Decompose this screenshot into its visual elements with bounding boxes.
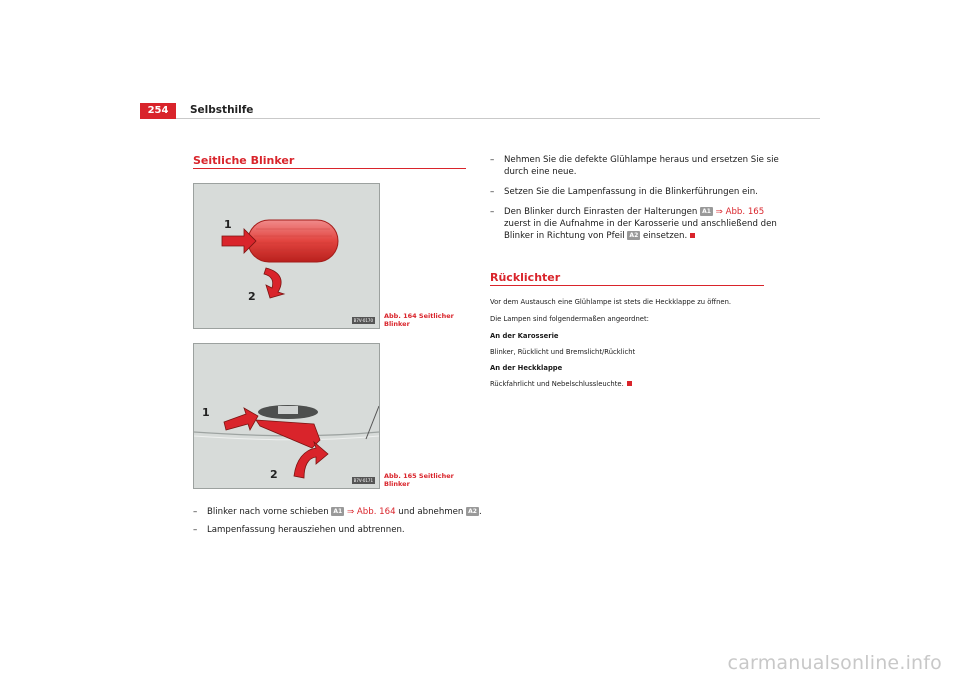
figure-reference-link[interactable]: ⇒ Abb. 164 <box>346 507 396 517</box>
rear-body-heading: An der Karosserie <box>490 332 559 340</box>
figure-165-caption <box>384 472 464 488</box>
rear-tailgate-heading: An der Heckklappe <box>490 364 563 372</box>
figure-164-label-2: 2 <box>248 290 256 303</box>
step-dash: – <box>490 187 495 197</box>
section-title-side-indicators: Seitliche Blinker <box>193 154 295 167</box>
figure-165-caption-line2: Blinker <box>384 480 410 488</box>
step-dash: – <box>490 155 495 165</box>
section-rule-right <box>490 285 764 286</box>
figure-165-illustration <box>194 344 379 488</box>
step-replace-bulb-line1: – Nehmen Sie die defekte Glühlampe heraus und ersetzen Sie sie <box>490 155 779 165</box>
figure-164-caption-line1: Abb. 164 Seitlicher <box>384 312 454 320</box>
badge-a2: A2 <box>629 232 639 239</box>
badge-a1: A1 <box>333 508 343 515</box>
step-refit-indicator-line2: zuerst in die Aufnahme in der Karosserie und anschließend den <box>504 219 777 229</box>
figure-164-caption <box>384 312 464 328</box>
figure-164-code: B7V-0170 <box>353 318 373 323</box>
badge-a2: A2 <box>468 508 477 515</box>
rear-body-lamps: Blinker, Rücklicht und Bremslicht/Rücklicht <box>490 348 636 356</box>
step-refit-indicator-line3: Blinker in Richtung von Pfeil A2 einsetzen. <box>504 230 695 242</box>
end-of-section-marker <box>627 381 632 386</box>
rear-tailgate-lamps: Rückfahrlicht und Nebelschlussleuchte. <box>490 380 632 389</box>
figure-164-illustration <box>194 184 379 328</box>
end-of-section-marker <box>690 233 695 238</box>
figure-165-label-1: 1 <box>202 406 210 419</box>
figure-165-code: B7V-0171 <box>353 478 373 483</box>
step-replace-bulb-line2: durch eine neue. <box>504 167 577 177</box>
rear-intro: Vor dem Austausch eine Glühlampe ist stets die Heckklappe zu öffnen. <box>490 298 732 306</box>
figure-164 <box>193 183 380 329</box>
watermark: carmanualsonline.info <box>727 652 942 674</box>
figure-165-label-2: 2 <box>270 468 278 481</box>
figure-164-caption-line2: Blinker <box>384 320 410 328</box>
figure-164-label-1: 1 <box>224 218 232 231</box>
figure-165 <box>193 343 380 489</box>
step-dash: – <box>490 207 495 217</box>
page-header <box>140 103 820 119</box>
step-dash: – <box>193 507 198 517</box>
badge-a1: A1 <box>702 208 711 215</box>
header-rule <box>176 118 820 119</box>
step-remove-indicator: – Blinker nach vorne schieben A1 ⇒ Abb. 164 und abnehmen A2 . <box>193 507 482 517</box>
rear-arrangement: Die Lampen sind folgendermaßen angeordnet: <box>490 315 649 323</box>
step-refit-indicator-line1: – Den Blinker durch Einrasten der Halterungen A1 ⇒ Abb. 165 <box>490 207 765 217</box>
page-number: 254 <box>140 103 176 119</box>
figure-reference-link[interactable]: ⇒ Abb. 165 <box>715 207 765 217</box>
step-pull-socket: – Lampenfassung herausziehen und abtrennen. <box>193 525 405 535</box>
section-rule-left <box>193 168 466 169</box>
running-title: Selbsthilfe <box>190 104 254 116</box>
section-title-rear-lights: Rücklichter <box>490 271 561 284</box>
step-insert-socket: – Setzen Sie die Lampenfassung in die Blinkerführungen ein. <box>490 187 758 197</box>
step-dash: – <box>193 525 198 535</box>
figure-165-caption-line1: Abb. 165 Seitlicher <box>384 472 454 480</box>
